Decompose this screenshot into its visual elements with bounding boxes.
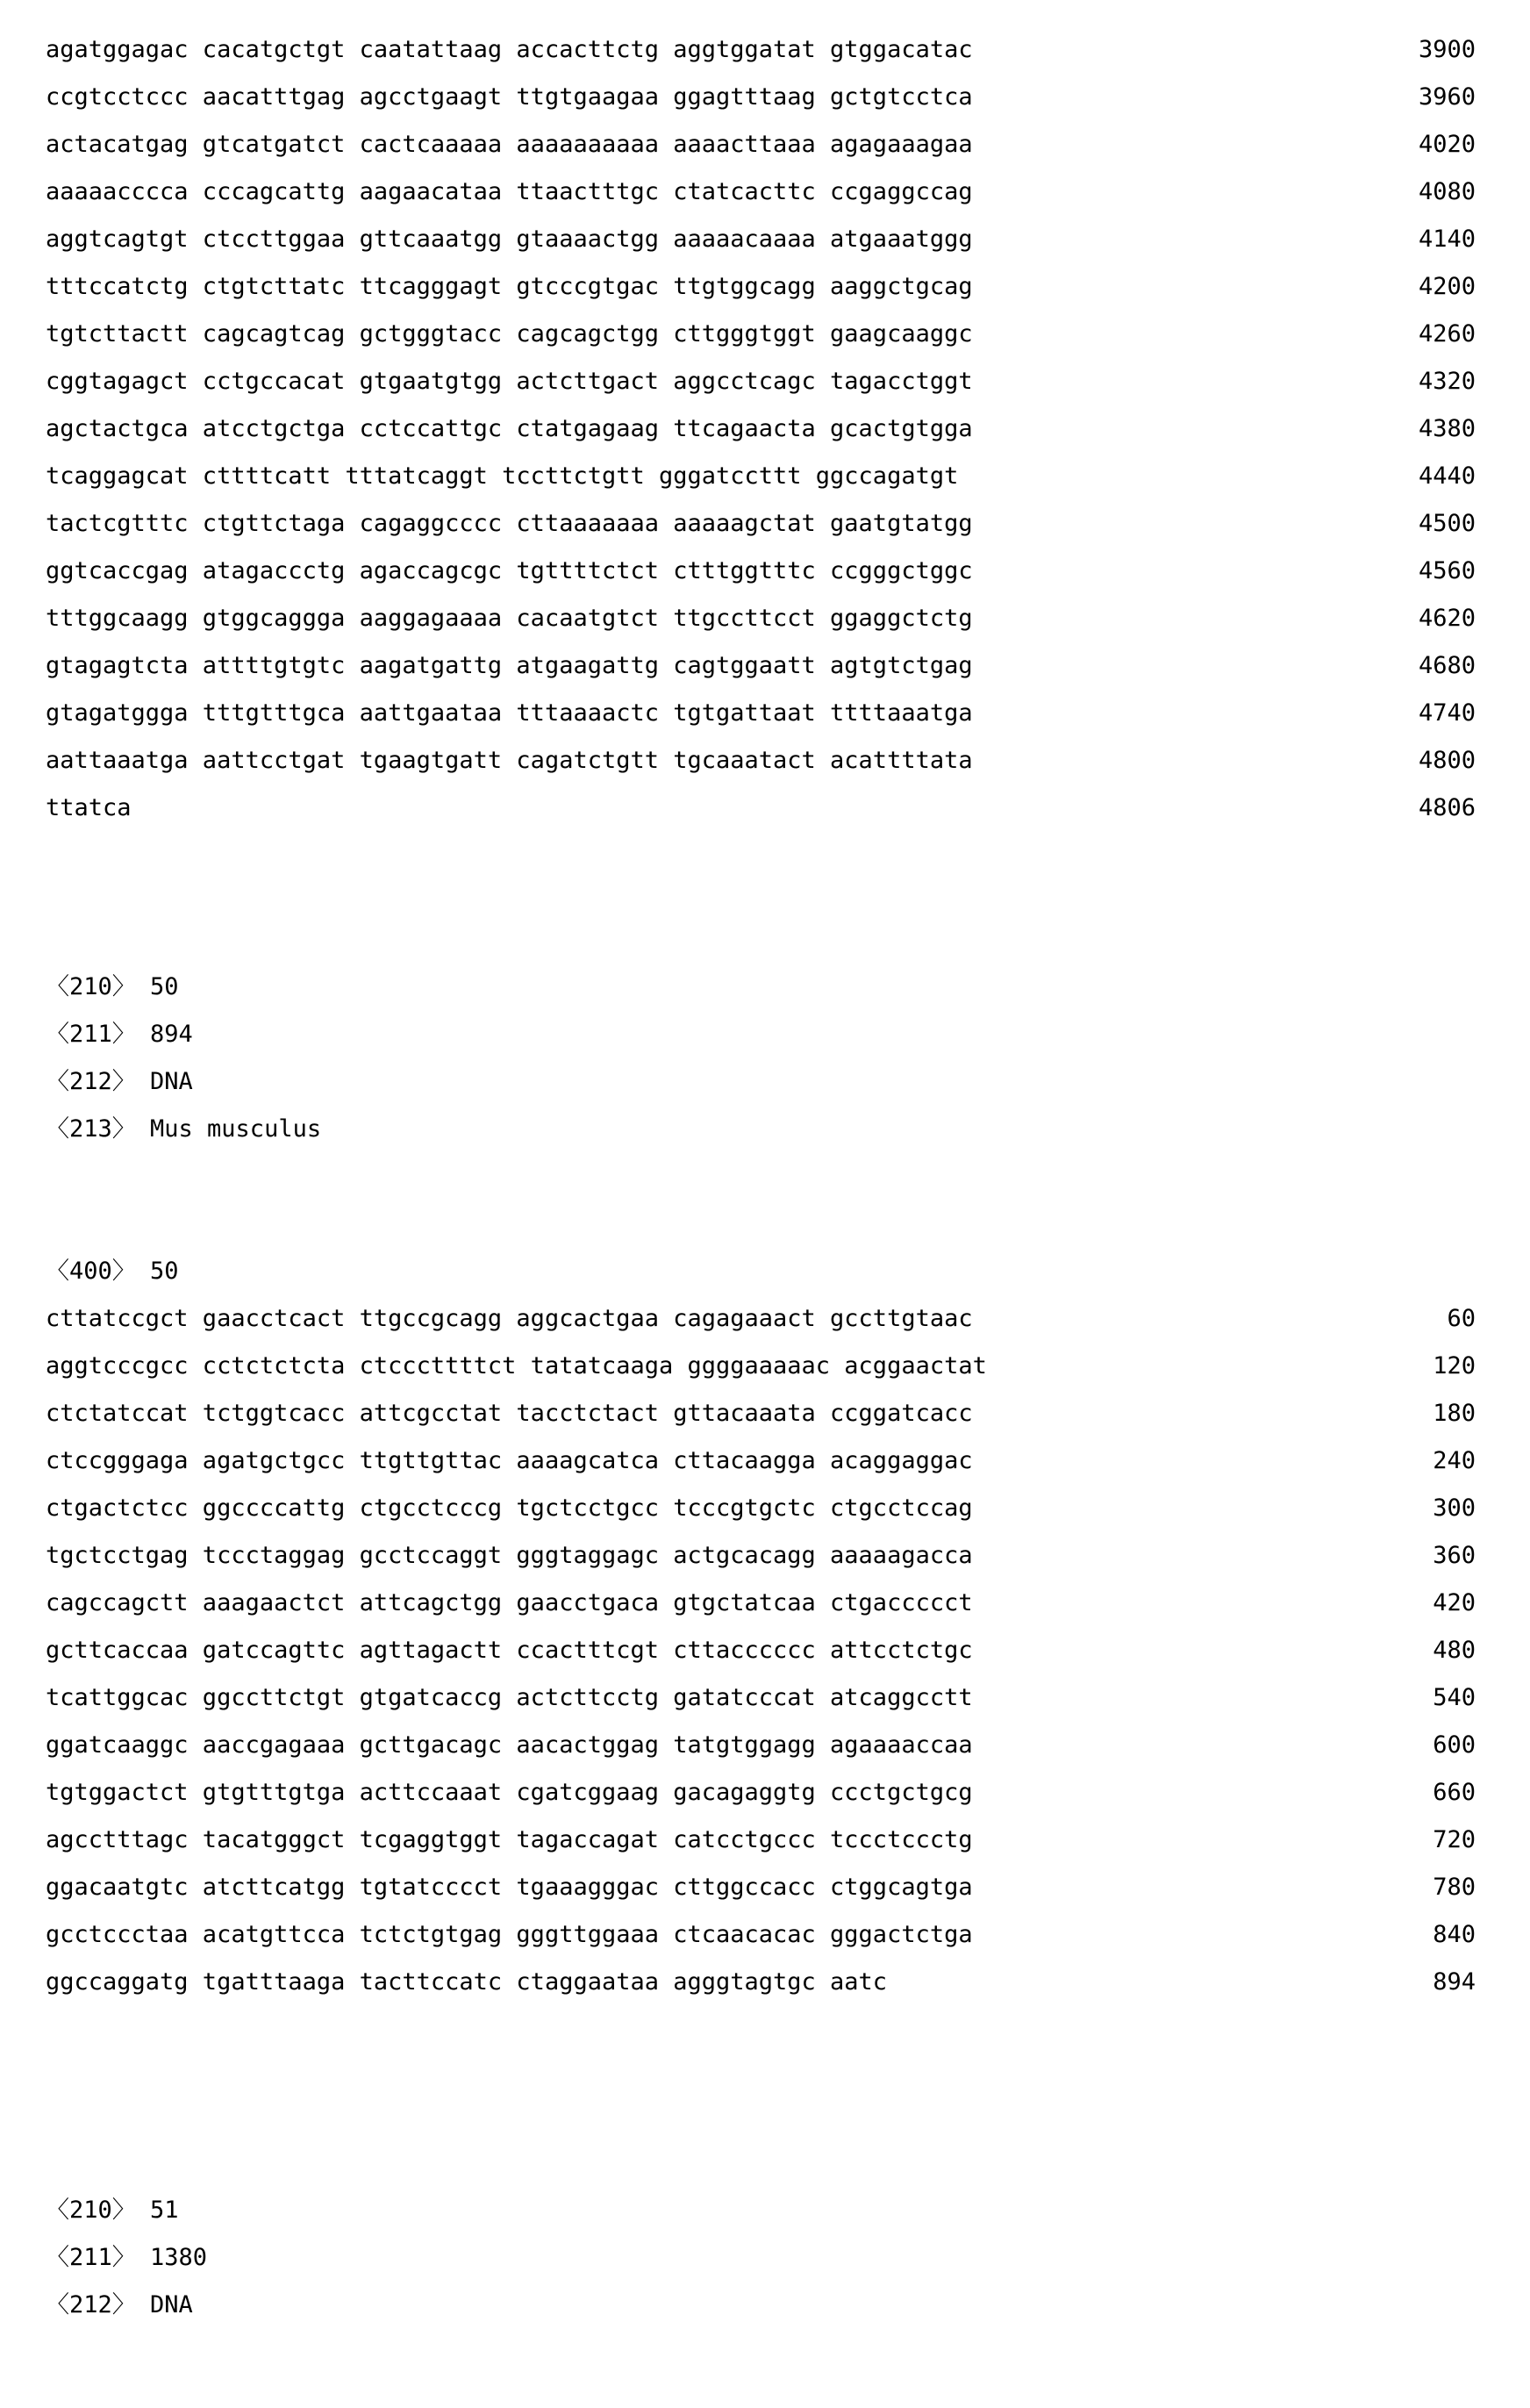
sequence-line [0,1627,1530,1674]
sequence-position: 600 [1433,1731,1476,1759]
sequence-line [0,642,1530,690]
block-spacer [0,2006,1530,2138]
sequence-line [0,1911,1530,1959]
sequence-block-2 [0,1295,1530,2006]
sequence-line [0,26,1530,74]
tag-210: 〈210〉 51 [46,2197,179,2224]
tag-211: 〈211〉 1380 [46,2244,208,2271]
sequence-position: 4500 [1418,510,1476,537]
sequence-position: 4140 [1418,226,1476,253]
tag-213: 〈213〉 Mus musculus [46,1115,322,1143]
sequence-position: 300 [1433,1494,1476,1522]
tag-212: 〈212〉 DNA [46,2291,193,2318]
sequence-codons: gcttcaccaa gatccagttc agttagactt ccactttcgt cttacccccc attcctctgc [46,1637,973,1664]
sequence-line [0,311,1530,358]
sequence-codons: agcctttagc tacatgggct tcgaggtggt tagaccagat catcctgccc tccctccctg [46,1826,973,1853]
sequence-codons: actacatgag gtcatgatct cactcaaaaa aaaaaaaaaa aaaacttaaa agagaaagaa [46,131,973,158]
sequence-codons: aaaaacccca cccagcattg aagaacataa ttaactttgc ctatcacttc ccgaggccag [46,178,973,205]
sequence-codons: ctctatccat tctggtcacc attcgcctat tacctctact gttacaaata ccggatcacc [46,1400,973,1427]
sequence-codons: aggtcagtgt ctccttggaa gttcaaatgg gtaaaactgg aaaaacaaaa atgaaatggg [46,226,973,253]
sequence-codons: gtagagtcta attttgtgtc aagatgattg atgaagattg cagtggaatt agtgtctgag [46,652,973,679]
sequence-position: 4620 [1418,605,1476,632]
sequence-codons: gtagatggga tttgtttgca aattgaataa tttaaaactc tgtgattaat ttttaaatga [46,699,973,727]
sequence-codons: cagccagctt aaagaactct attcagctgg gaacctgaca gtgctatcaa ctgaccccct [46,1589,973,1616]
sequence-line [0,121,1530,168]
sequence-line [0,1485,1530,1532]
tag-210: 〈210〉 50 [46,973,179,1000]
sequence-position: 4020 [1418,131,1476,158]
sequence-position: 3960 [1418,83,1476,111]
sequence-line [0,500,1530,548]
sequence-line [0,1295,1530,1343]
sequence-codons: ctgactctcc ggccccattg ctgcctcccg tgctcctgcc tcccgtgctc ctgcctccag [46,1494,973,1522]
sequence-header-51 [0,2187,1530,2329]
sequence-position: 4320 [1418,368,1476,395]
sequence-line [0,1437,1530,1485]
sequence-position: 894 [1433,1968,1476,1996]
tag-212: 〈212〉 DNA [46,1068,193,1095]
sequence-line [0,1674,1530,1722]
sequence-line [0,74,1530,121]
sequence-line [0,737,1530,785]
sequence-codons: tttggcaagg gtggcaggga aaggagaaaa cacaatgtct ttgccttcct ggaggctctg [46,605,973,632]
sequence-tag-400-50 [0,1248,1530,1295]
sequence-position: 4440 [1418,462,1476,490]
sequence-line [0,1532,1530,1580]
sequence-position: 4380 [1418,415,1476,442]
sequence-codons: cggtagagct cctgccacat gtgaatgtgg actcttgact aggcctcagc tagacctggt [46,368,973,395]
sequence-position: 240 [1433,1447,1476,1474]
sequence-position: 60 [1447,1305,1476,1332]
sequence-position: 4560 [1418,557,1476,584]
tag-211: 〈211〉 894 [46,1021,193,1048]
sequence-codons: aggtcccgcc cctctctcta ctcccttttct tatatcaaga ggggaaaaac acggaactat [46,1352,987,1380]
sequence-line [0,690,1530,737]
sequence-line [0,453,1530,500]
sequence-position: 720 [1433,1826,1476,1853]
sequence-line [0,1817,1530,1864]
sequence-line [0,358,1530,405]
sequence-line [0,1390,1530,1437]
sequence-position: 840 [1433,1921,1476,1948]
sequence-codons: ccgtcctccc aacatttgag agcctgaagt ttgtgaagaa ggagtttaag gctgtcctca [46,83,973,111]
sequence-position: 540 [1433,1684,1476,1711]
sequence-position: 4080 [1418,178,1476,205]
sequence-position: 180 [1433,1400,1476,1427]
sequence-line [0,168,1530,216]
sequence-codons: gcctccctaa acatgttcca tctctgtgag gggttggaaa ctcaacacac gggactctga [46,1921,973,1948]
sequence-position: 120 [1433,1352,1476,1380]
block-spacer [0,2138,1530,2187]
sequence-codons: tcaggagcat cttttcatt tttatcaggt tccttctgtt gggatccttt ggccagatgt [46,462,959,490]
sequence-position: 4200 [1418,273,1476,300]
sequence-line [0,1580,1530,1627]
sequence-position: 4806 [1418,794,1476,821]
sequence-line [0,548,1530,595]
sequence-codons: agctactgca atcctgctga cctccattgc ctatgagaag ttcagaacta gcactgtgga [46,415,973,442]
sequence-line [0,263,1530,311]
sequence-line [0,1769,1530,1817]
sequence-position: 4800 [1418,747,1476,774]
sequence-position: 780 [1433,1874,1476,1901]
sequence-position: 420 [1433,1589,1476,1616]
tag-400: 〈400〉 50 [46,1258,179,1285]
sequence-line [0,405,1530,453]
sequence-codons: tttccatctg ctgtcttatc ttcagggagt gtcccgtgac ttgtggcagg aaggctgcag [46,273,973,300]
sequence-codons: agatggagac cacatgctgt caatattaag accacttctg aggtggatat gtggacatac [46,36,973,63]
sequence-line [0,1864,1530,1911]
sequence-position: 360 [1433,1542,1476,1569]
sequence-codons: tactcgtttc ctgttctaga cagaggcccc cttaaaaaaa aaaaagctat gaatgtatgg [46,510,973,537]
sequence-codons: tgtggactct gtgtttgtga acttccaaat cgatcggaag gacagaggtg ccctgctgcg [46,1779,973,1806]
sequence-line [0,1343,1530,1390]
sequence-codons: tgctcctgag tccctaggag gcctccaggt gggtaggagc actgcacagg aaaaagacca [46,1542,973,1569]
sequence-codons: ctccgggaga agatgctgcc ttgttgttac aaaagcatca cttacaagga acaggaggac [46,1447,973,1474]
sequence-codons: cttatccgct gaacctcact ttgccgcagg aggcactgaa cagagaaact gccttgtaac [46,1305,973,1332]
sequence-codons: ggtcaccgag atagaccctg agaccagcgc tgttttctct ctttggtttc ccgggctggc [46,557,973,584]
sequence-position: 480 [1433,1637,1476,1664]
sequence-position: 4260 [1418,320,1476,348]
sequence-codons: ggatcaaggc aaccgagaaa gcttgacagc aacactggag tatgtggagg agaaaaccaa [46,1731,973,1759]
sequence-codons: ggccaggatg tgatttaaga tacttccatc ctaggaataa agggtagtgc aatc [46,1968,888,1996]
block-spacer [0,832,1530,964]
sequence-line [0,785,1530,832]
sequence-position: 4680 [1418,652,1476,679]
sequence-codons: ggacaatgtc atcttcatgg tgtatcccct tgaaagggac cttggccacc ctggcagtga [46,1874,973,1901]
sequence-codons: tcattggcac ggccttctgt gtgatcaccg actcttcctg gatatcccat atcaggcctt [46,1684,973,1711]
block-spacer [0,1153,1530,1248]
sequence-codons: ttatca [46,794,132,821]
sequence-block-1 [0,26,1530,832]
sequence-line [0,1722,1530,1769]
sequence-line [0,595,1530,642]
sequence-header-50 [0,964,1530,1153]
sequence-codons: tgtcttactt cagcagtcag gctgggtacc cagcagctgg cttgggtggt gaagcaaggc [46,320,973,348]
sequence-line [0,1959,1530,2006]
sequence-position: 660 [1433,1779,1476,1806]
sequence-line [0,216,1530,263]
sequence-codons: aattaaatga aattcctgat tgaagtgatt cagatctgtt tgcaaatact acattttata [46,747,973,774]
sequence-position: 4740 [1418,699,1476,727]
sequence-position: 3900 [1418,36,1476,63]
